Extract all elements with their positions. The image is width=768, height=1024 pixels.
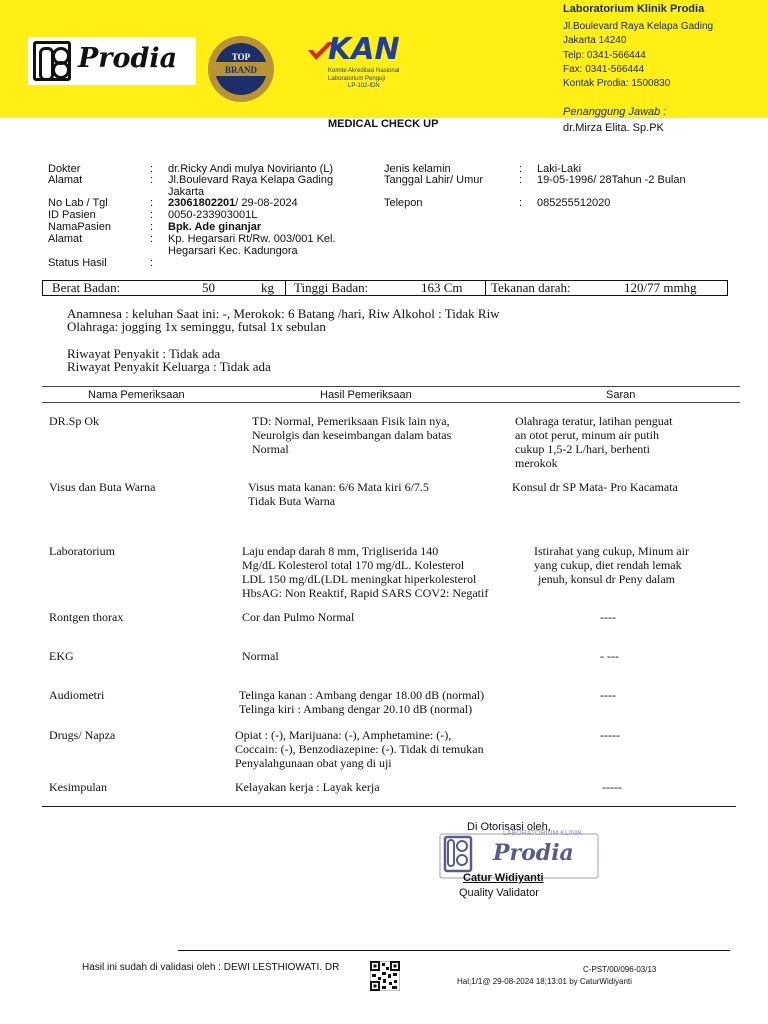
kan-line2: Laboratorium Penguji (328, 76, 386, 82)
row-saran-ekg: - --- (600, 649, 619, 663)
top-brand-brand: BRAND (224, 65, 258, 75)
header-saran: Saran (606, 389, 636, 401)
colon: : (150, 257, 154, 269)
riwayat-penyakit: Riwayat Penyakit : Tidak ada (67, 346, 221, 361)
row-hasil-drspok (252, 414, 451, 456)
prodia-logo (28, 37, 196, 85)
colon: : (519, 174, 523, 186)
saran-line: yang cukup, diet rendah lemak (534, 558, 682, 572)
hasil-line: HbsAG: Non Reaktif, Rapid SARS COV2: Negatif (242, 586, 489, 600)
idpasien-label: ID Pasien (48, 209, 96, 221)
saran-line: Istirahat yang cukup, Minum air (534, 544, 689, 558)
prodia-wordmark: Prodia (78, 43, 178, 74)
row-hasil-kesimpulan: Kelayakan kerja : Layak kerja (235, 780, 380, 794)
row-name-kesimpulan: Kesimpulan (49, 780, 107, 794)
nolab-value (168, 197, 298, 209)
stamp-text: LABORATORIUM KLINIK (503, 830, 583, 837)
td-value: 120/77 mmhg (624, 280, 697, 295)
bb-label: Berat Badan: (52, 280, 121, 295)
saran-line: jenuh, konsul dr Peny dalam (538, 572, 675, 586)
hasil-line: Coccain: (-), Benzodiazepine: (-). Tidak di temukan (235, 742, 484, 756)
validator-name: Catur Widiyanti (463, 872, 544, 884)
row-hasil-ekg: Normal (242, 649, 279, 663)
ttl-value: 19-05-1996/ 28Tahun -2 Bulan (537, 174, 686, 186)
anamnesa-line1: Anamnesa : keluhan Saat ini: -, Merokok: 6 Batang /hari, Riw Alkohol : Tidak Riw (67, 306, 500, 321)
validator-role: Quality Validator (459, 887, 539, 899)
td-label: Tekanan darah: (491, 280, 571, 295)
alamat-pasien-label: Alamat (48, 233, 83, 245)
colon: : (150, 174, 154, 186)
nolab-date: / 29-08-2024 (235, 197, 298, 209)
tb-label: Tinggi Badan: (294, 280, 369, 295)
saran-line: merokok (515, 456, 558, 470)
colon: : (150, 209, 154, 221)
page-info: Hal;1/1@ 29-08-2024 18;13:01 by CaturWidiyanti (457, 977, 632, 986)
alamat-value-1: Jl.Boulevard Raya Kelapa Gading (168, 174, 334, 186)
tekanan-darah-cell (486, 281, 727, 295)
row-name-drspok: DR.Sp Ok (49, 414, 100, 428)
lab-address2: Jakarta 14240 (563, 35, 627, 46)
telp-label: Telepon (384, 197, 423, 209)
status-label: Status Hasil (48, 257, 107, 269)
footer-rule (178, 950, 730, 951)
stamp-brand: Prodia (493, 840, 574, 866)
hasil-line: Telinga kiri : Ambang dengar 20.10 dB (normal) (239, 702, 473, 716)
lab-address1: Jl.Boulevard Raya Kelapa Gading (563, 21, 714, 32)
row-saran-audiometri: ---- (600, 688, 616, 702)
table-bottom-rule (42, 806, 736, 807)
measurement-box (42, 280, 728, 296)
table-top-rule (42, 386, 740, 387)
row-name-laboratorium: Laboratorium (49, 544, 115, 558)
row-name-drugs: Drugs/ Napza (49, 728, 116, 742)
hasil-line: Visus mata kanan: 6/6 Mata kiri 6/7.5 (248, 480, 429, 494)
header-nama: Nama Pemeriksaan (88, 389, 185, 401)
saran-line: cukup 1,5-2 L/hari, berhenti (515, 442, 650, 456)
saran-line: Konsul dr SP Mata- Pro Kacamata (512, 480, 678, 494)
lab-phone: Telp: 0341-566444 (563, 50, 646, 61)
row-hasil-drugs (235, 728, 484, 770)
pj-name: dr.Mirza Elita. Sp.PK (563, 122, 664, 134)
saran-line: an otot perut, minum air putih (515, 428, 659, 442)
top-brand-top: TOP (231, 52, 251, 62)
nolab-number: 23061802201 (168, 197, 236, 209)
row-saran-drspok (515, 414, 672, 470)
telp-value: 085255512020 (537, 197, 611, 209)
header-hasil: Hasil Pemeriksaan (320, 389, 412, 401)
riwayat-keluarga: Riwayat Penyakit Keluarga : Tidak ada (67, 359, 271, 374)
otorisasi-label: Di Otorisasi oleh, (467, 821, 551, 833)
lab-fax: Fax: 0341-566444 (563, 64, 645, 75)
row-hasil-audiometri (239, 688, 484, 716)
row-hasil-rontgen: Cor dan Pulmo Normal (242, 610, 355, 624)
row-saran-rontgen: ---- (600, 610, 616, 624)
jk-label: Jenis kelamin (384, 163, 451, 175)
lab-name: Laboratorium Klinik Prodia (563, 3, 705, 15)
tinggi-badan-cell (286, 281, 486, 295)
anamnesa-line2: Olahraga: jogging 1x seminggu, futsal 1x sebulan (67, 319, 326, 334)
table-header-rule (42, 402, 740, 403)
tb-value: 163 Cm (421, 280, 463, 295)
prodia-mark-icon (33, 41, 71, 81)
row-name-visus: Visus dan Buta Warna (49, 480, 156, 494)
idpasien-value: 0050-233903001L (168, 209, 258, 221)
kan-wordmark: KAN (328, 32, 400, 67)
hasil-line: Neurolgis dan keseimbangan dalam batas (252, 428, 452, 442)
row-saran-laboratorium (534, 544, 689, 586)
top-brand-badge-icon (207, 35, 275, 103)
hasil-line: Normal (252, 442, 289, 456)
row-hasil-visus (248, 480, 429, 508)
alamat-label: Alamat (48, 174, 83, 186)
berat-badan-cell (43, 281, 286, 295)
validasi-text: Hasil ini sudah di validasi oleh : DEWI LESTHIOWATI. DR (82, 962, 340, 973)
jk-value: Laki-Laki (537, 163, 582, 175)
ttl-label: Tanggal Lahir/ Umur (384, 174, 484, 186)
row-name-audiometri: Audiometri (49, 688, 105, 702)
document-title: MEDICAL CHECK UP (328, 118, 439, 130)
colon: : (519, 197, 523, 209)
colon: : (150, 163, 154, 175)
hasil-line: Penyalahgunaan obat yang di uji (235, 756, 392, 770)
colon: : (519, 163, 523, 175)
row-saran-visus (512, 480, 678, 494)
alamat-pasien-2: Hegarsari Kec. Kadungora (168, 245, 298, 257)
doc-code: C-PST/00/096-03/13 (583, 965, 657, 974)
lab-kontak: Kontak Prodia: 1500830 (563, 78, 671, 89)
hasil-line: LDL 150 mg/dL(LDL meningkat hiperkolesterol (242, 572, 477, 586)
nolab-label: No Lab / Tgl (48, 197, 108, 209)
hasil-line: Laju endap darah 8 mm, Trigliserida 140 (242, 544, 439, 558)
saran-line: Olahraga teratur, latihan penguat (515, 414, 673, 428)
nama-value: Bpk. Ade ginanjar (168, 221, 262, 233)
colon: : (150, 233, 154, 245)
dokter-value: dr.Ricky Andi mulya Novirianto (L) (168, 163, 334, 175)
hasil-line: Tidak Buta Warna (248, 494, 336, 508)
colon: : (150, 197, 154, 209)
kan-line1: Komite Akreditasi Nasional (328, 68, 400, 74)
row-name-ekg: EKG (49, 649, 74, 663)
row-hasil-laboratorium (242, 544, 488, 600)
hasil-line: Telinga kanan : Ambang dengar 18.00 dB (normal) (239, 688, 485, 702)
bb-unit: kg (261, 280, 274, 295)
row-saran-kesimpulan: ----- (602, 780, 622, 794)
hasil-line: Mg/dL Kolesterol total 170 mg/dL. Kolesterol (242, 558, 465, 572)
bb-value: 50 (202, 280, 215, 295)
alamat-value-2: Jakarta (168, 186, 205, 198)
dokter-label: Dokter (48, 163, 81, 175)
kan-logo (306, 32, 444, 94)
alamat-pasien-1: Kp. Hegarsari Rt/Rw. 003/001 Kel. (168, 233, 336, 245)
hasil-line: Opiat : (-), Marijuana: (-), Amphetamine: (-), (235, 728, 452, 742)
hasil-line: TD: Normal, Pemeriksaan Fisik lain nya, (252, 414, 450, 428)
pj-label: Penanggung Jawab : (563, 106, 667, 118)
row-saran-drugs: ----- (600, 728, 620, 742)
kan-line3: LP-102-IDN (348, 83, 380, 89)
row-name-rontgen: Rontgen thorax (49, 610, 124, 624)
nama-label: NamaPasien (48, 221, 111, 233)
qr-code-icon (370, 961, 400, 991)
colon: : (150, 221, 154, 233)
